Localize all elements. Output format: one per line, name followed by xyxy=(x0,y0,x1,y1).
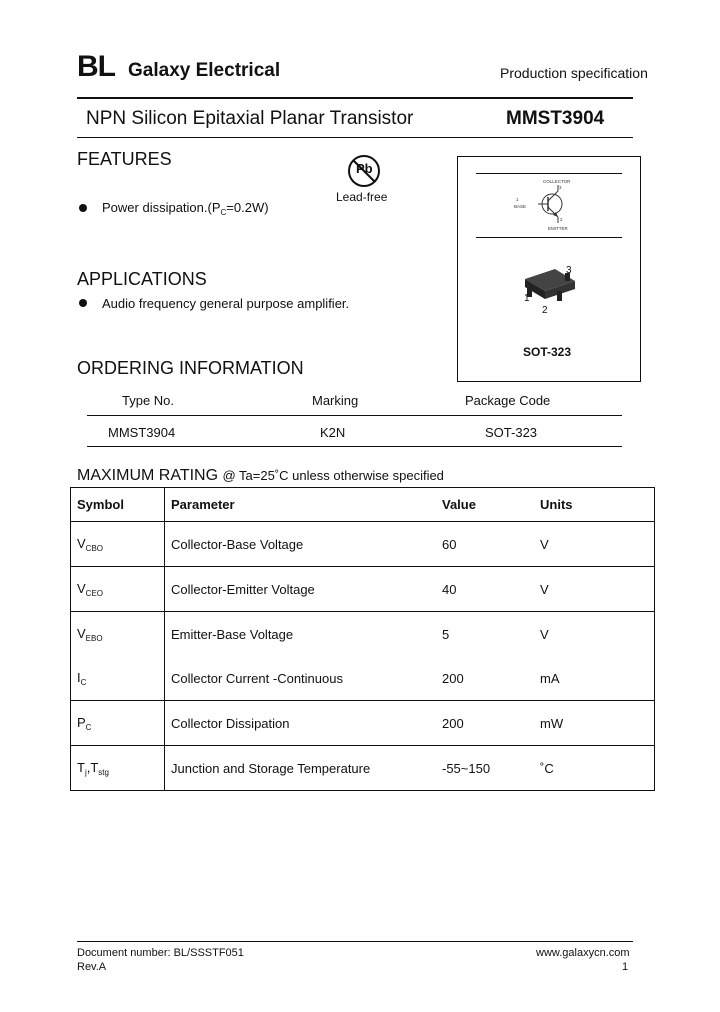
value-cell: 200 xyxy=(436,701,534,746)
package-box xyxy=(457,156,641,382)
max-rating-condition: @ Ta=25˚C unless otherwise specified xyxy=(222,468,444,483)
logo-mark: BL xyxy=(77,50,115,83)
svg-text:2: 2 xyxy=(560,217,563,222)
svg-text:3: 3 xyxy=(559,185,562,190)
package-rule-top xyxy=(476,173,622,174)
symbol-cell: $I_C$ xyxy=(71,656,165,701)
footer-rule xyxy=(77,941,633,942)
ordering-package-code: SOT-323 xyxy=(485,425,538,440)
feature-item: Power $dissipation.(P_C=0.2W)$ xyxy=(102,200,269,217)
symbol-cell: $T_j,T_{stg}$ xyxy=(71,746,165,791)
parameter-cell: Collector-Base Voltage xyxy=(165,522,437,567)
table-row xyxy=(71,612,655,657)
table-header-row xyxy=(71,488,655,522)
symbol-cell: $V_{EBO}$ xyxy=(71,612,165,657)
table-row xyxy=(71,656,655,701)
website-link[interactable]: www.galaxycn.com xyxy=(536,947,630,959)
ordering-col-package: Package Code xyxy=(465,393,551,408)
parameter-cell: Collector Current -Continuous xyxy=(165,656,437,701)
doc-number: Document number: BL/SSSTF051 xyxy=(77,947,244,959)
application-item: Audio frequency general purpose amplifier. xyxy=(102,296,350,311)
title-rule xyxy=(77,137,633,138)
col-units: Units xyxy=(534,488,655,522)
table-row xyxy=(71,746,655,791)
ordering-marking: K2N xyxy=(320,425,346,440)
ordering-rule-top xyxy=(87,415,622,416)
symbol-cell: $V_{CEO}$ xyxy=(71,567,165,612)
col-symbol: Symbol xyxy=(71,488,165,522)
col-value: Value xyxy=(436,488,534,522)
value-cell: 200 xyxy=(436,656,534,701)
pin1-label: 1 xyxy=(524,293,530,304)
lead-free-label: Lead-free xyxy=(336,190,388,204)
ordering-col-type: Type No. xyxy=(122,393,175,408)
company-name: Galaxy Electrical xyxy=(128,60,281,81)
unit-cell: mW xyxy=(534,701,655,746)
table-row xyxy=(71,522,655,567)
package-rule-bottom xyxy=(476,237,622,238)
package-name: SOT-323 xyxy=(523,345,572,359)
parameter-cell: Collector-Emitter Voltage xyxy=(165,567,437,612)
revision: Rev.A xyxy=(77,961,107,973)
table-row xyxy=(71,701,655,746)
page-number: 1 xyxy=(622,961,629,973)
symbol-cell: $V_{CBO}$ xyxy=(71,522,165,567)
bullet-icon xyxy=(79,204,87,212)
applications-heading: APPLICATIONS xyxy=(77,269,207,289)
header-rule xyxy=(77,97,633,99)
parameter-cell: Junction and Storage Temperature xyxy=(165,746,437,791)
spec-type: Production specification xyxy=(500,65,648,81)
table-row xyxy=(71,567,655,612)
max-rating-title xyxy=(77,467,444,485)
svg-text:COLLECTOR: COLLECTOR xyxy=(543,179,571,184)
transistor-schematic-icon xyxy=(508,177,598,233)
pin3-label: 3 xyxy=(566,265,572,276)
col-parameter: Parameter xyxy=(165,488,437,522)
unit-cell: V xyxy=(534,612,655,657)
pin2-label: 2 xyxy=(542,305,548,316)
ordering-rule-bottom xyxy=(87,446,622,447)
parameter-cell: Emitter-Base Voltage xyxy=(165,612,437,657)
ordering-heading: ORDERING INFORMATION xyxy=(77,358,304,378)
parameter-cell: Collector Dissipation xyxy=(165,701,437,746)
svg-text:BASE: BASE xyxy=(514,204,527,209)
unit-cell: V xyxy=(534,567,655,612)
svg-text:EMITTER: EMITTER xyxy=(548,226,568,231)
bullet-icon xyxy=(79,299,87,307)
unit-cell: ˚C xyxy=(534,746,655,791)
unit-cell: V xyxy=(534,522,655,567)
value-cell: 40 xyxy=(436,567,534,612)
device-description: NPN Silicon Epitaxial Planar Transistor xyxy=(86,108,414,129)
unit-cell: mA xyxy=(534,656,655,701)
max-rating-table xyxy=(70,487,655,791)
lead-free-symbol: Pb xyxy=(356,161,373,176)
max-rating-heading: MAXIMUM RATING xyxy=(77,467,219,484)
value-cell: 60 xyxy=(436,522,534,567)
features-heading: FEATURES xyxy=(77,149,172,169)
svg-text:1: 1 xyxy=(516,197,519,202)
ordering-type-no: MMST3904 xyxy=(108,425,176,440)
value-cell: 5 xyxy=(436,612,534,657)
ordering-col-marking: Marking xyxy=(312,393,359,408)
symbol-cell: $P_C$ xyxy=(71,701,165,746)
part-number: MMST3904 xyxy=(506,108,605,129)
value-cell: -55~150 xyxy=(436,746,534,791)
